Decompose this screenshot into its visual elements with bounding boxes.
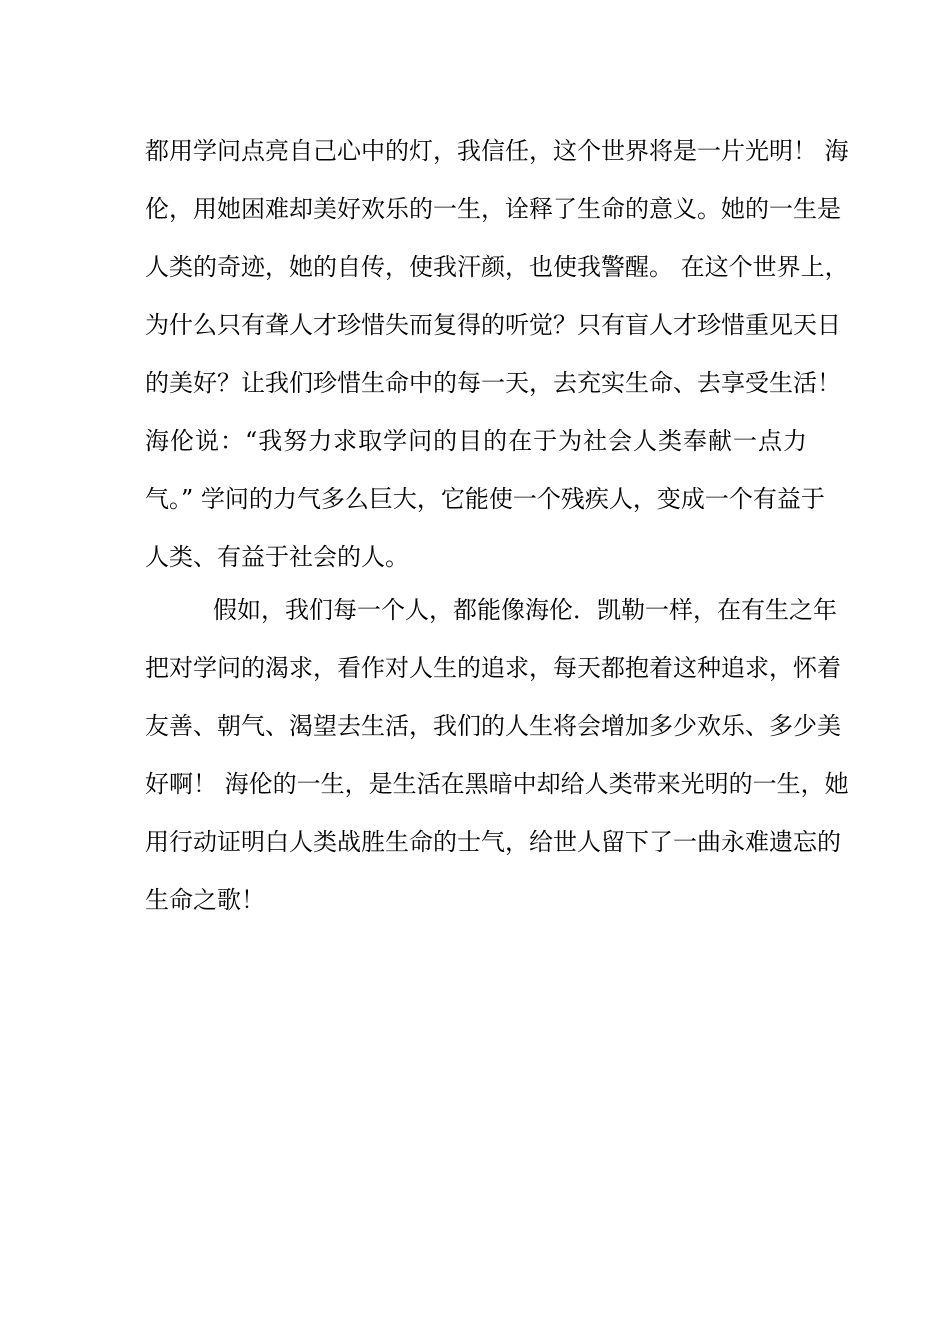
paragraph-line: 把对学问的渴求，看作对人生的追求，每天都抱着这种追求，怀着 bbox=[145, 654, 841, 682]
paragraph-line: 假如，我们每一个人，都能像海伦．凯勒一样，在有生之年 bbox=[213, 596, 837, 624]
paragraph-line: 友善、朝气、渴望去生活，我们的人生将会增加多少欢乐、多少美 bbox=[145, 712, 841, 740]
paragraph-line: 用行动证明白人类战胜生命的士气，给世人留下了一曲永难遗忘的 bbox=[145, 828, 841, 856]
paragraph-line: 伦，用她困难却美好欢乐的一生，诠释了生命的意义。她的一生是 bbox=[145, 195, 841, 223]
paragraph-line: 人类的奇迹，她的自传，使我汗颜，也使我警醒。 在这个世界上， bbox=[145, 253, 849, 281]
paragraph-line: 人类、有益于社会的人。 bbox=[145, 543, 409, 571]
paragraph-line: 生命之歌！ bbox=[145, 886, 265, 914]
paragraph-line: 好啊！ 海伦的一生，是生活在黑暗中却给人类带来光明的一生，她 bbox=[145, 770, 849, 798]
paragraph-line: 海伦说：“我努力求取学问的目的在于为社会人类奉献一点力 bbox=[145, 427, 807, 455]
paragraph-line: 为什么只有聋人才珍惜失而复得的听觉？只有盲人才珍惜重见天日 bbox=[145, 311, 841, 339]
paragraph-line: 气。” 学问的力气多么巨大，它能使一个残疾人，变成一个有益于 bbox=[145, 485, 825, 513]
paragraph-line: 的美好？让我们珍惜生命中的每一天，去充实生命、去享受生活！ bbox=[145, 369, 841, 397]
paragraph-line: 都用学问点亮自己心中的灯，我信任，这个世界将是一片光明！ 海 bbox=[145, 137, 849, 165]
